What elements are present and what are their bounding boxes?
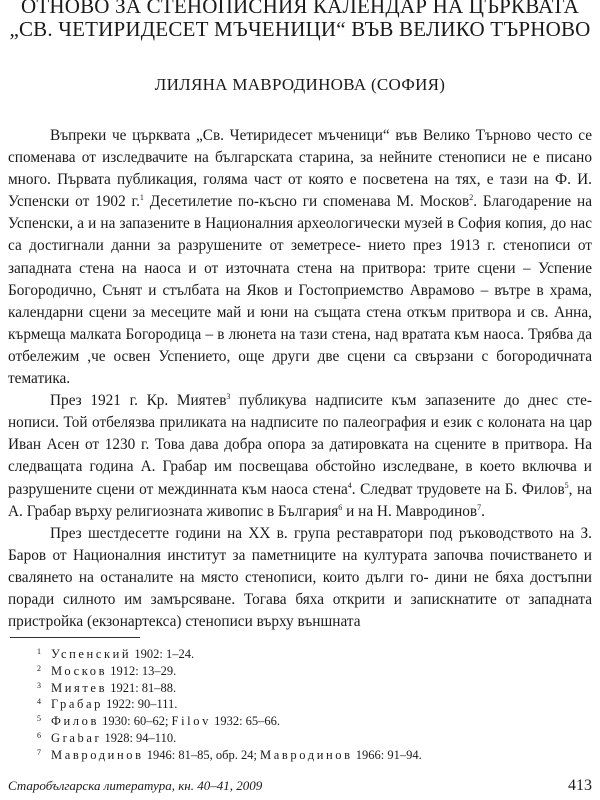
footnote-number: 4 (37, 697, 41, 707)
footnote-ref-text: 1966: 91–94. (352, 747, 422, 762)
article-body (8, 125, 592, 633)
paragraph-text: . (481, 502, 485, 520)
journal-citation: Старобългарска литература, кн. 40–41, 2009 (8, 778, 263, 793)
paragraph-text: Десетилетие по-късно ги споменава М. Москов (143, 193, 470, 211)
footnote-ref-text: 1922: 90–111. (103, 697, 178, 712)
page-footer (8, 775, 592, 797)
paragraph-1 (8, 125, 592, 390)
paragraph-text: и на Н. Мавродинов (342, 502, 478, 520)
footnote-ref[interactable]: 4 (347, 480, 352, 490)
paragraph-text: . Благодарение на Успенски, а и на запазените в Националния археологически музей в София копия, до нас са достигнали данни за разрушените от земетресе- нието през 1913 г. стенописи от западната стена на наоса и от източната стена на притвора: трите сцени – Успение Богородично, Сънят и стълбата на Яков и Гостоприемство Аврамово – вътре в храма, календарни сцени за месеците май и юни на същата стена откъм притвора и св. Анна, кърмеща малката Богородица – в люнета на тази стена, над вратата към наоса. Трябва да отбележим ,че освен Успението, още други две сцени са свързани с богородичната тематика. (8, 193, 592, 388)
footnote (37, 747, 577, 764)
author-line: ЛИЛЯНА МАВРОДИНОВА (СОФИЯ) (154, 75, 446, 94)
paragraph-3: През шестдесетте години на XX в. група реставратори под ръководството на З. Баров от Националния институт за паметниците на културата започва почистването и свалянето на останалите на място стенописи, които дълги го- дини не бяха достъпни поради силното им замърсяване. Тогава бяха открити и запискнатите от западната пристройка (екзонартекса) стенописи върху външната (8, 524, 592, 631)
footnote-ref-text: 1932: 65–66. (210, 714, 281, 729)
article-title-line-1: ОТНОВО ЗА СТЕНОПИСНИЯ КАЛЕНДАР НА ЦЪРКВАТА (20, 0, 580, 18)
footnote-ref[interactable]: 2 (469, 193, 474, 203)
page-number: 413 (568, 777, 592, 794)
footnote-ref-text: 1902: 1–24. (131, 647, 195, 661)
footnote-ref-text: 1928: 94–110. (101, 730, 177, 745)
footnote (37, 730, 577, 747)
footnote-number: 1 (37, 647, 41, 656)
footnote (37, 696, 577, 713)
footnote-ref[interactable]: 6 (338, 502, 343, 512)
footnote-number: 2 (37, 663, 41, 673)
footnote-ref-text: 1930: 60–62; (98, 714, 172, 729)
paragraph-text: , на А. Грабар върху религиозната живопис в България (8, 480, 592, 520)
footnote-ref[interactable]: 1 (139, 193, 144, 203)
footnote-author: Миятев (51, 680, 108, 695)
paragraph-text: публикува надписите към запазените до днес сте- нописи. Той отбелязва приликата на надписите по палеография и език с колоната на цар Иван Асен от 1230 г. Това дава добра опора за датировката на сцените в притвора. На следващата година А. Грабар им посвещава обстойно изследване, в което включва и разрушените сцени от междинната към наоса стена (8, 392, 592, 498)
footnote-number: 6 (37, 730, 41, 740)
footnote-ref-text: 1912: 13–29. (107, 663, 177, 678)
paragraph-text: Въпреки че църквата „Св. Четиридесет мъченици“ във Велико Търново често се споменава от изследвачите на българската старина, за нейните стенописи не е писано много. Първата публикация, голяма част от която е посветена на тях, е тази на Ф. И. Успенски от 1902 г. (8, 127, 592, 211)
footnote (37, 713, 577, 730)
footnote-number: 3 (37, 680, 41, 690)
footnote-author: Filov (171, 714, 211, 729)
article-title-line-2: „СВ. ЧЕТИРИДЕСЕТ МЪЧЕНИЦИ“ ВЪВ ВЕЛИКО ТЪРНОВО (9, 17, 591, 41)
footnote-number: 5 (37, 714, 41, 724)
footnote-ref-text: 1946: 81–85, обр. 24; (143, 747, 261, 762)
footnote-ref-text: 1921: 81–88. (107, 680, 177, 695)
footnote-author: Grabar (51, 730, 102, 745)
footnote (37, 680, 577, 697)
footnote-number: 7 (37, 747, 41, 757)
footnote-author: Филов (51, 714, 99, 729)
footnote-author: Мавродинов (260, 747, 353, 762)
footnote-divider (10, 637, 140, 638)
paragraph-text: . Следват трудовете на Б. Филов (351, 480, 565, 498)
footnote (37, 646, 577, 663)
paragraph-text: През 1921 г. Кр. Миятев (50, 392, 227, 410)
footnote (37, 663, 577, 680)
paragraph-2 (8, 390, 592, 523)
footnote-ref[interactable]: 3 (226, 392, 231, 402)
footnote-author: Мавродинов (51, 747, 144, 762)
footnote-author: Успенский (51, 647, 132, 661)
footnote-author: Грабар (51, 697, 103, 712)
footnote-author: Москов (51, 663, 108, 678)
footnote-ref[interactable]: 7 (477, 502, 482, 512)
footnotes (37, 646, 577, 764)
footnote-ref[interactable]: 5 (564, 480, 569, 490)
